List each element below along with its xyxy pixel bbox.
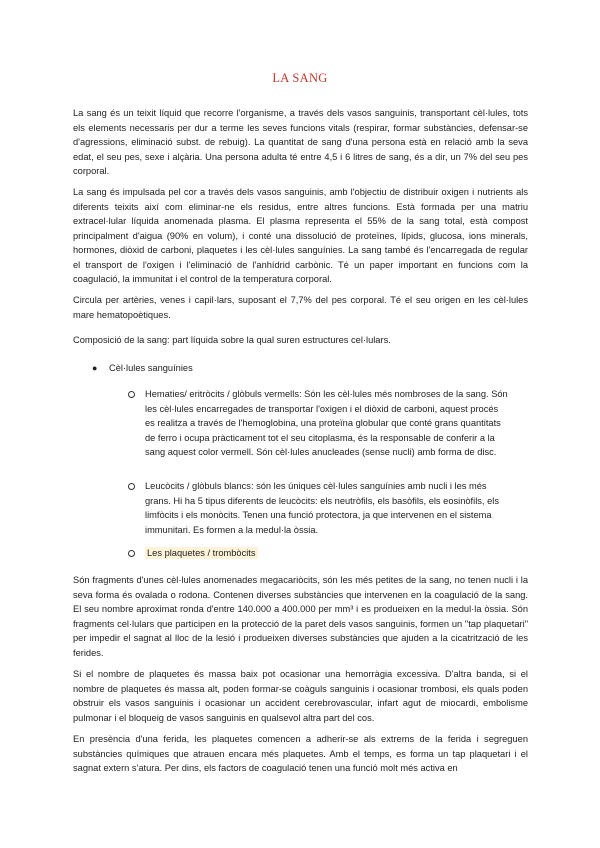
paragraph-composition: Composició de la sang: part líquida sobre la qual suren estructures cel·lulars. xyxy=(73,335,391,345)
paragraph-circulation: Circula per artèries, venes i capil·lars, suposant el 7,7% del pes corporal. Té el seu origen en les cèl·lules mare hematopoètiques. xyxy=(73,295,528,320)
paragraph-platelet-count: Si el nombre de plaquetes és massa baix pot ocasionar una hemorràgia excessiva. D'altra banda, si el nombre de plaquetes és massa alt, poden formar-se coàguls sanguinis i ocasionar trombosi, els quals poden obstruir els vasos sanguinis i ocasionar un accident cerebrovascular, infart agut de miocardi, embolisme pulmonar i el bloqueig de vasos sanguinis en qualsevol altra part del cos. xyxy=(73,669,528,723)
paragraph-intro: La sang és un teixit líquid que recorre l'organisme, a través dels vasos sanguinis, transportant cèl·lules, tots els elements necessaris per dur a terme les seves funcions vitals (respirar, formar substàncies, defensar-se d'agressions, eliminació subst. de rebuig). La quantitat de sang d'una persona està en relació amb la seva edat, el seu pes, sexe i alçària. Una persona adulta té entre 4,5 i 6 litres de sang, és a dir, un 7% del seu pes corporal. xyxy=(73,108,528,176)
circle-bullet-icon xyxy=(128,483,135,490)
bullet-dot-icon: ● xyxy=(92,363,98,373)
paragraph-plasma: La sang és impulsada pel cor a través dels vasos sanguinis, amb l'objectiu de distribuir oxigen i nutrients als diferents teixits així com eliminar-ne els residus, entre altres funcions. Està formada per una matriu extracel·lular líquida anomenada plasma. El plasma representa el 55% de la sang total, està compost principalment d'aigua (90% en volum), i conté una dissolució de proteïnes, lípids, glucosa, ions minerals, hormones, diòxid de carboni, plaquetes i les cèl·lules sanguínies. La sang també és l'encarregada de regular el transport de l'oxigen i l'eliminació de l'anhídrid carbònic. Té un paper important en funcions com la coagulació, la immunitat i el control de la temperatura corporal. xyxy=(73,187,528,284)
circle-bullet-icon xyxy=(128,391,135,398)
circle-bullet-icon xyxy=(128,550,135,557)
bullet-label: Cèl·lules sanguínies xyxy=(109,363,193,373)
page-title: LA SANG xyxy=(272,71,328,85)
sub-item-hematies xyxy=(128,387,510,460)
sub-item-text: Hematies/ eritròcits / glòbuls vermells: Són les cèl·lules més nombroses de la sang. Són les cèl·lules encarregades de transportar l'oxigen i el diòxid de carboni, aquest procés es realitza a través de l'hemoglobina, una proteïna globular que conté grans quantitats de ferro i ocupa pràcticament tot el seu citoplasma, és la responsable de conferir a la sang aquest color vermell. Són cèl·lules anucleades (sense nucli) amb forma de disc. xyxy=(145,389,508,457)
sub-item-leucocits xyxy=(128,479,510,537)
highlighted-subheading: Les plaquetes / trombòcits xyxy=(147,548,256,558)
paragraph-wound: En presència d'una ferida, les plaquetes comencen a adherir-se als extrems de la ferida i segreguen substàncies químiques que atrauen encara més plaquetes. Amb el temps, es forma un tap plaquetari i el sagnat extern s'atura. Per dins, els factors de coagulació tenen una funció molt més activa en xyxy=(73,734,528,773)
paragraph-platelets: Són fragments d'unes cèl·lules anomenades megacariòcits, són les més petites de la sang, no tenen nucli i la seva forma és ovalada o rodona. Contenen diverses substàncies que intervenen en la coagulació de la sang. El seu nombre aproximat ronda d'entre 140.000 a 400.000 per mm³ i es produeixen en la medul·la òssia. Són fragments cel·lulars que participen en la protecció de la paret dels vasos sanguinis, formen un "tap plaquetari" per impedir el sagnat al lloc de la lesió i produeixen diverses substàncies que ajuden a la cicatrització de les ferides. xyxy=(73,575,528,658)
sub-item-text: Leucòcits / glòbuls blancs: són les úniques cèl·lules sanguínies amb nucli i les més grans. Hi ha 5 tipus diferents de leucòcits: els neutròfils, els basòfils, els eosinòfils, els limfòcits i els monòcits. Tenen una funció protectora, ja que intervenen en el sistema immunitari. Es formen a la medul·la òssia. xyxy=(145,481,499,535)
sub-item-plaquetes xyxy=(128,546,510,561)
